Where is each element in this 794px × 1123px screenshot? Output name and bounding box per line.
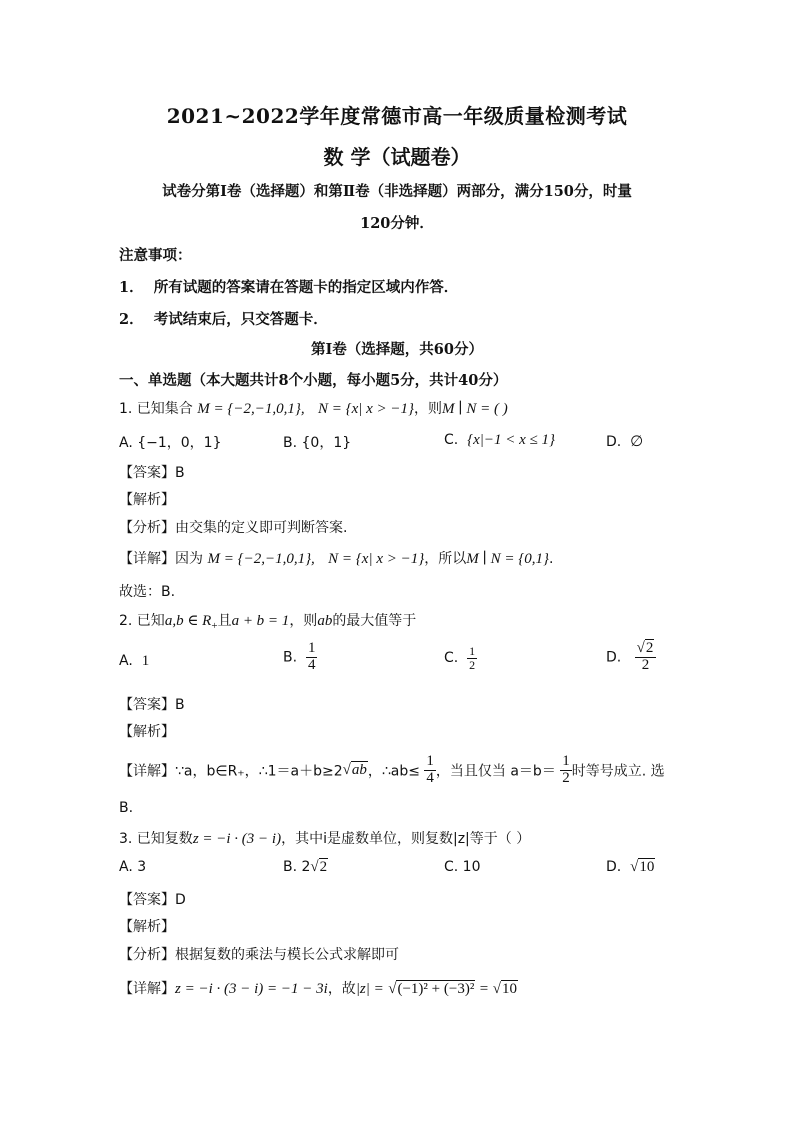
q1-option-c-math: {x|−1 < x ≤ 1} — [467, 432, 556, 448]
q2-stem — [119, 610, 416, 632]
q2-option-b-den: 4 — [307, 656, 316, 673]
q1-analysis-label: 【解析】 — [119, 492, 175, 508]
q3-option-a: A. 3 — [119, 859, 147, 875]
q2-detail-part-b: ，∴ab≤ — [367, 763, 420, 780]
exam-subtitle: 数 学（试题卷） — [323, 145, 471, 169]
q2-option-d-frac: $\frac{√2}{2}$ — [635, 641, 657, 674]
q3-detail-label: 【详解】 — [119, 981, 175, 997]
notes-item-2-num: 2． — [119, 311, 144, 328]
q2-detail-radicand: ab — [351, 761, 367, 778]
q3-option-b: B. 2√2 — [283, 859, 328, 875]
q3-option-d-radicand: 10 — [639, 859, 655, 875]
q1-detail-end: . — [548, 551, 554, 567]
q2-option-b-label: B. — [283, 649, 298, 666]
q2-option-a-label: A. — [119, 653, 133, 669]
q2-stem-math3: ab — [317, 613, 333, 629]
q3-detail-mid: ，故 — [327, 981, 356, 997]
q3-option-b-label: B. 2 — [283, 859, 311, 875]
q1-detail-mid: ，所以 — [424, 551, 467, 567]
q2-option-b-num: 1 — [307, 640, 316, 656]
q1-option-d-label: D. — [606, 434, 622, 450]
q2-stem-mid2: ，则 — [289, 613, 318, 629]
q2-stem-math1: a,b ∈ R — [164, 613, 212, 629]
q2-stem-prefix: 2. 已知 — [119, 613, 165, 629]
q1-fenxi-text: 由交集的定义即可判断答案. — [175, 520, 348, 536]
q1-answer-value: B — [175, 465, 185, 481]
q3-option-d: D. √10 — [606, 859, 655, 875]
q2-detail-part-d: 时等号成立. 选 — [571, 763, 665, 780]
q3-detail-abs: |z| = — [355, 981, 384, 997]
q3-option-c: C. 10 — [444, 859, 481, 875]
q3-detail: 【详解】z = −i · (3 − i) = −1 − 3i，故|z| = √(−1)² + (−3)² = √10 — [119, 981, 517, 997]
q3-detail-result-radicand: 10 — [501, 981, 517, 997]
q2-option-c-label: C. — [444, 650, 459, 667]
exam-intro-line1: 试卷分第Ⅰ卷（选择题）和第Ⅱ卷（非选择题）两部分，满分150分，时量 — [162, 183, 632, 200]
volume-title: 第Ⅰ卷（选择题，共60分） — [311, 341, 483, 358]
q1-fenxi — [119, 517, 347, 537]
q3-analysis-label: 【解析】 — [119, 919, 175, 935]
q3-answer — [119, 889, 186, 909]
q3-stem-prefix: 3. 已知复数 — [119, 831, 193, 847]
q2-detail-frac2-num: 1 — [562, 753, 570, 769]
notes-item-1-text: 所有试题的答案请在答题卡的指定区域内作答． — [153, 279, 459, 296]
q2-stem-mid: 且 — [217, 613, 232, 629]
q1-stem — [119, 398, 508, 418]
q2-detail-label: 【详解】 — [119, 763, 175, 780]
q2-option-d — [606, 641, 656, 674]
q2-option-d-label: D. — [606, 649, 622, 666]
notes-item-2-text: 考试结束后，只交答题卡． — [153, 311, 328, 328]
q1-option-c-label: C. — [444, 432, 459, 448]
q3-option-d-label: D. — [606, 859, 622, 875]
q1-detail — [119, 548, 553, 568]
q2-option-a-value: 1 — [141, 653, 150, 669]
q1-detail-set-m: M = {−2,−1,0,1}, — [207, 551, 315, 567]
q1-option-b: B. {0，1} — [283, 435, 352, 451]
q2-option-c-frac — [467, 645, 477, 671]
q3-stem-mid: ，其中i是虚数单位，则复数|z|等于（ ） — [281, 831, 531, 847]
q2-option-d-radicand: 2 — [645, 640, 654, 656]
q2-option-c — [444, 645, 477, 671]
q3-detail-radicand: (−1)² + (−3)² — [397, 981, 475, 997]
q2-option-c-num: 1 — [469, 644, 476, 658]
q1-conclusion: 故选：B. — [119, 584, 176, 600]
q1-detail-result: M ∣ N = {0,1} — [466, 551, 549, 567]
notes-item-1-num: 1． — [119, 279, 144, 296]
q3-answer-label: 【答案】 — [119, 892, 175, 908]
q2-option-b — [283, 641, 317, 674]
q1-option-c — [444, 432, 555, 449]
notes-heading: 注意事项： — [119, 247, 192, 264]
q2-answer-label: 【答案】 — [119, 697, 175, 713]
q2-answer — [119, 694, 185, 714]
exam-intro-line2: 120分钟． — [360, 215, 434, 232]
exam-title: 2021~2022学年度常德市高一年级质量检测考试 — [166, 104, 628, 128]
q2-stem-end: 的最大值等于 — [332, 613, 417, 629]
part-title: 一、单选题（本大题共计8个小题，每小题5分，共计40分） — [119, 372, 508, 389]
q1-detail-label: 【详解】 — [119, 551, 175, 567]
q2-detail-frac2 — [560, 754, 572, 787]
q3-stem — [119, 828, 530, 848]
q1-detail-set-n: N = {x| x > −1} — [328, 551, 425, 567]
q2-analysis-label: 【解析】 — [119, 724, 175, 740]
notes-item-1 — [119, 276, 458, 297]
q2-detail-frac1-den: 4 — [426, 769, 434, 786]
notes-item-2 — [119, 308, 328, 329]
q2-option-d-den: 2 — [641, 656, 650, 673]
q2-option-c-den: 2 — [469, 657, 476, 672]
q1-option-d-math: ∅ — [630, 434, 644, 450]
q2-option-a — [119, 653, 149, 670]
q1-set-n: N = {x| x > −1} — [317, 401, 415, 417]
q1-answer-label: 【答案】 — [119, 465, 175, 481]
q1-option-a: A. {−1，0，1} — [119, 435, 222, 451]
q2-detail-frac1 — [424, 754, 436, 787]
q2-detail-wrap: B. — [119, 800, 134, 816]
q1-stem-prefix: 1. 已知集合 — [119, 401, 193, 417]
q2-detail-frac1-num: 1 — [426, 753, 434, 769]
q1-option-d — [606, 432, 643, 451]
q3-answer-value: D — [175, 892, 186, 908]
q3-fenxi — [119, 944, 399, 964]
q2-detail-frac2-den: 2 — [562, 769, 570, 786]
q2-detail-part-a: ∵a，b∈R₊，∴1＝a＋b≥2 — [175, 763, 343, 780]
q1-answer — [119, 462, 185, 482]
q3-fenxi-text: 根据复数的乘法与模长公式求解即可 — [175, 947, 399, 963]
q2-stem-math2: a + b = 1 — [231, 613, 290, 629]
q2-option-b-frac — [306, 641, 318, 674]
q2-detail-part-c: ，当且仅当 a＝b＝ — [435, 763, 556, 780]
q1-set-m: M = {−2,−1,0,1}, — [197, 401, 305, 417]
q2-answer-value: B — [175, 697, 185, 713]
q3-stem-math: z = −i · (3 − i) — [192, 831, 282, 847]
q2-detail: 【详解】∵a，b∈R₊，∴1＝a＋b≥2√ab，∴ab≤ $\frac{1}{4}$ ，当且仅当 a＝b＝ $\frac{1}{2}$ 时等号成立. 选 — [119, 753, 665, 786]
q1-fenxi-label: 【分析】 — [119, 520, 175, 536]
q1-detail-prefix: 因为 — [175, 551, 203, 567]
q3-detail-math: z = −i · (3 − i) = −1 − 3i — [175, 981, 328, 997]
q1-intersect: M ∣ N = ( ) — [442, 401, 508, 417]
q3-detail-equals: = — [479, 981, 489, 997]
q3-option-b-radicand: 2 — [319, 859, 328, 875]
q3-fenxi-label: 【分析】 — [119, 947, 175, 963]
q2-stem-sub: + — [211, 619, 218, 632]
q1-stem-mid: ，则 — [414, 401, 443, 417]
